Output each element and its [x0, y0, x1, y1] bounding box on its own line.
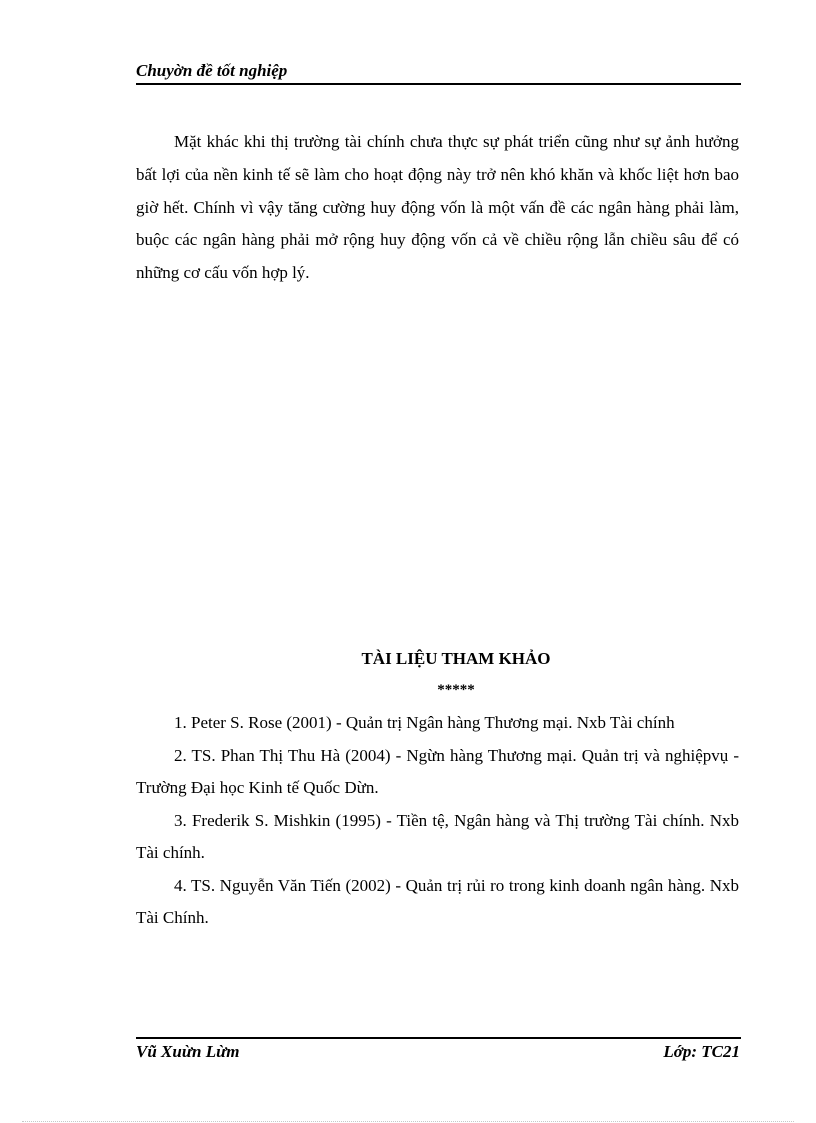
footer-author: Vũ Xuừn Lừm — [136, 1042, 240, 1061]
footer-class: Lớp: TC21 — [663, 1042, 740, 1061]
page-bottom-edge — [22, 1121, 794, 1122]
reference-item: 3. Frederik S. Mishkin (1995) - Tiền tệ, Ngân hàng và Thị trường Tài chính. Nxb Tài chính. — [136, 810, 739, 862]
footer-divider — [136, 1037, 741, 1039]
page-header-title: Chuyờn đề tốt nghiệp — [136, 61, 288, 80]
references-title: TÀI LIỆU THAM KHẢO — [361, 649, 551, 668]
reference-item: 4. TS. Nguyễn Văn Tiến (2002) - Quản trị rủi ro trong kinh doanh ngân hàng. Nxb Tài Chính. — [136, 875, 739, 927]
references-list — [136, 707, 739, 935]
references-separator: ***** — [437, 682, 475, 698]
reference-item: 2. TS. Phan Thị Thu Hà (2004) - Ngừn hàng Thương mại. Quản trị và nghiệpvụ - Trường Đại học Kinh tế Quốc Dừn. — [136, 745, 739, 797]
reference-item: 1. Peter S. Rose (2001) - Quản trị Ngân hàng Thương mại. Nxb Tài chính — [174, 713, 675, 732]
header-divider — [136, 83, 741, 85]
body-paragraph: Mặt khác khi thị trường tài chính chưa thực sự phát triển cũng như sự ảnh hưởng bất lợi của nền kinh tế sẽ làm cho hoạt động này trở nên khó khăn và khốc liệt hơn bao giờ hết. Chính vì vậy tăng cường huy động vốn là một vấn đề các ngân hàng phải làm, buộc các ngân hàng phải mở rộng huy động vốn cả về chiều rộng lẫn chiều sâu để có những cơ cấu vốn hợp lý. — [136, 132, 739, 283]
